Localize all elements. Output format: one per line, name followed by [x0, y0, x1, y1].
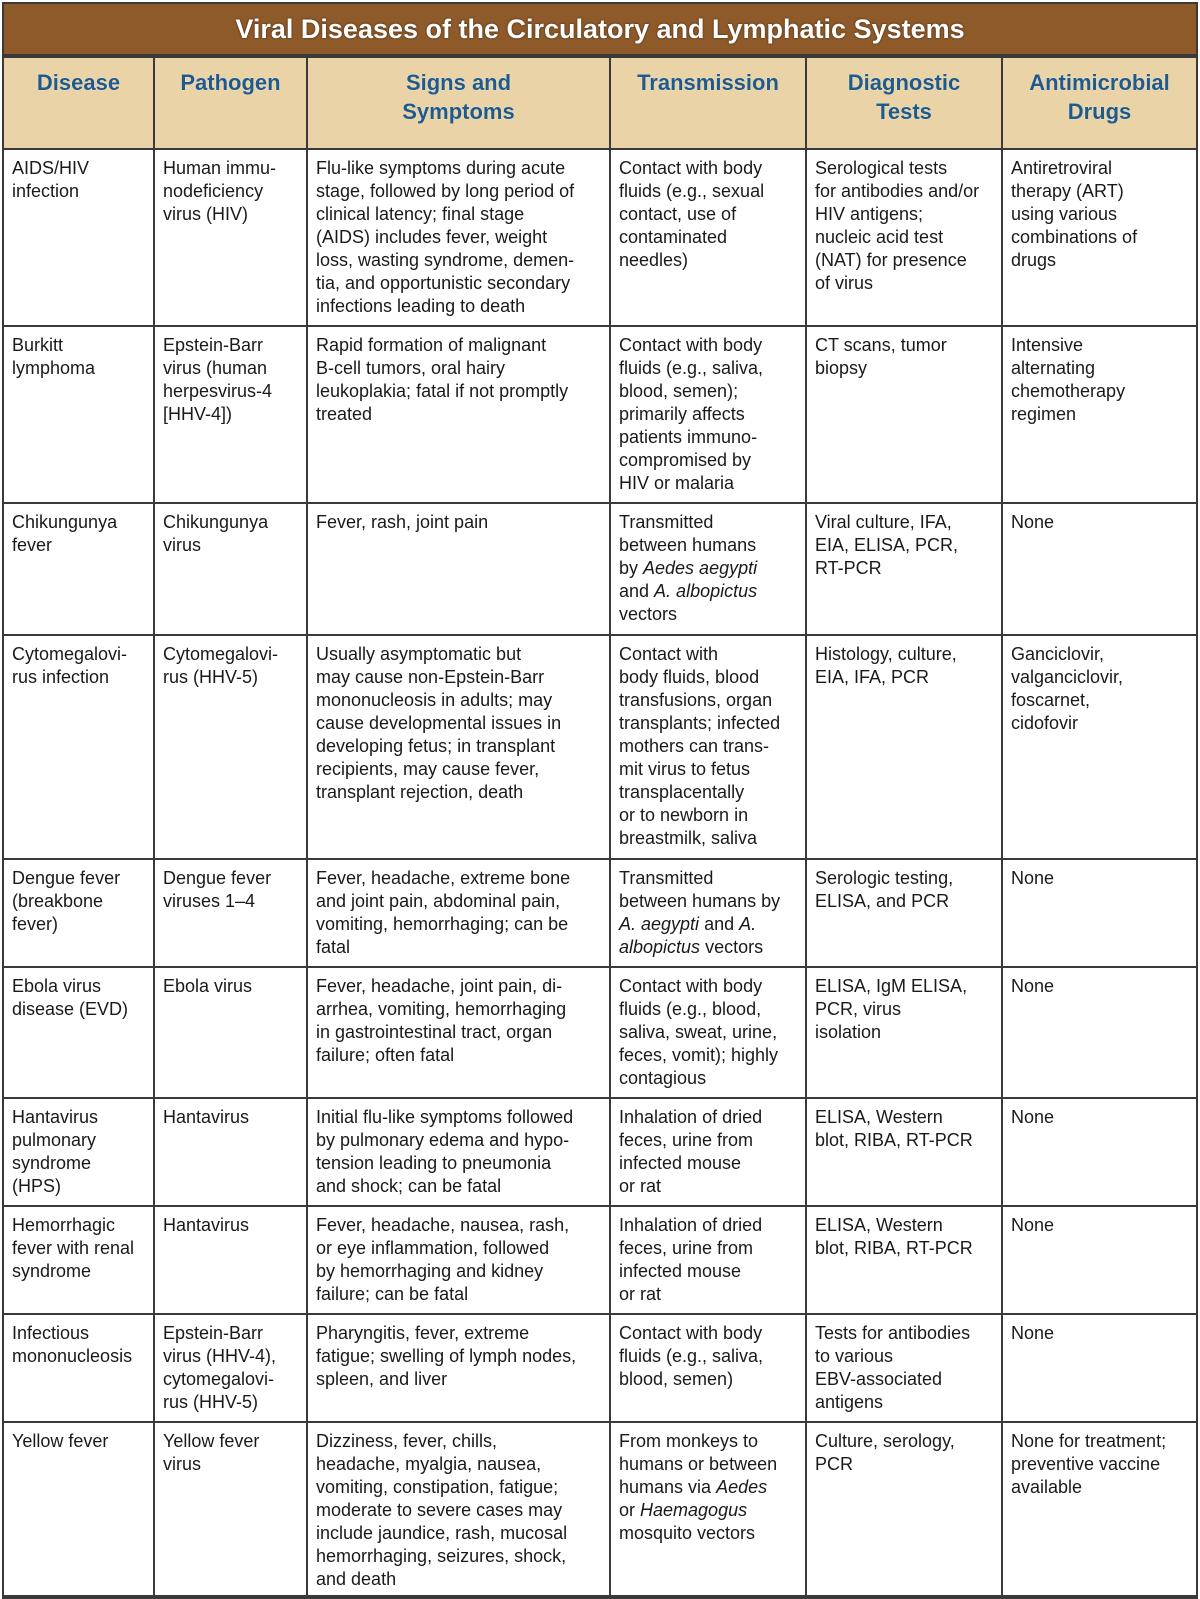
transmission-text: Contact with body fluids, blood transfusions, organ transplants; infected mothers can trans- mit virus to fetus transplacentally or to newborn in breastmilk, saliva — [619, 644, 781, 848]
table-row — [4, 326, 1196, 503]
species-name: Aedes — [716, 1477, 768, 1497]
table-title: Viral Diseases of the Circulatory and Lymphatic Systems — [4, 4, 1196, 56]
signs-symptoms-cell: Fever, headache, joint pain, di- arrhea, vomiting, hemorrhaging in gastrointestinal tract, organ failure; often fatal — [307, 967, 610, 1098]
header-pathogen: Pathogen — [154, 57, 307, 149]
transmission-cell — [610, 967, 806, 1098]
disease-cell: Hantavirus pulmonary syndrome (HPS) — [4, 1098, 154, 1206]
transmission-text: From monkeys to humans or between humans via — [619, 1431, 778, 1497]
transmission-cell — [610, 149, 806, 326]
transmission-cell — [610, 1098, 806, 1206]
diagnostic-tests-cell: ELISA, IgM ELISA, PCR, virus isolation — [806, 967, 1002, 1098]
transmission-text: or — [619, 1500, 636, 1520]
signs-symptoms-cell: Initial flu-like symptoms followed by pulmonary edema and hypo- tension leading to pneumonia and shock; can be fatal — [307, 1098, 610, 1206]
signs-symptoms-cell: Rapid formation of malignant B-cell tumors, oral hairy leukoplakia; fatal if not promptly treated — [307, 326, 610, 503]
header-disease: Disease — [4, 57, 154, 149]
disease-table — [4, 56, 1196, 1597]
diagnostic-tests-cell: CT scans, tumor biopsy — [806, 326, 1002, 503]
transmission-cell — [610, 326, 806, 503]
transmission-text: vectors — [619, 604, 678, 624]
disease-cell: AIDS/HIV infection — [4, 149, 154, 326]
disease-table-container — [2, 2, 1198, 1599]
antimicrobial-drugs-cell: Ganciclovir, valganciclovir, foscarnet, cidofovir — [1002, 635, 1196, 859]
disease-cell: Chikungunya fever — [4, 503, 154, 635]
transmission-text: Inhalation of dried feces, urine from infected mouse or rat — [619, 1215, 763, 1304]
disease-cell: Infectious mononucleosis — [4, 1314, 154, 1422]
table-row — [4, 149, 1196, 326]
header-transmission: Transmission — [610, 57, 806, 149]
disease-cell: Cytomegalovi- rus infection — [4, 635, 154, 859]
signs-symptoms-cell: Usually asymptomatic but may cause non-Epstein-Barr mononucleosis in adults; may cause developmental issues in developing fetus; in transplant recipients, may cause fever, transplant rejection, death — [307, 635, 610, 859]
antimicrobial-drugs-cell: None — [1002, 503, 1196, 635]
diagnostic-tests-cell: Culture, serology, PCR — [806, 1422, 1002, 1596]
antimicrobial-drugs-cell: None — [1002, 1206, 1196, 1314]
transmission-text: Contact with body fluids (e.g., saliva, blood, semen); primarily affects patients immuno- compromised by HIV or malaria — [619, 335, 764, 493]
antimicrobial-drugs-cell: None for treatment; preventive vaccine available — [1002, 1422, 1196, 1596]
signs-symptoms-cell: Fever, headache, extreme bone and joint pain, abdominal pain, vomiting, hemorrhaging; can be fatal — [307, 859, 610, 967]
signs-symptoms-cell: Fever, headache, nausea, rash, or eye inflammation, followed by hemorrhaging and kidney failure; can be fatal — [307, 1206, 610, 1314]
transmission-text: mosquito vectors — [619, 1523, 756, 1543]
diagnostic-tests-cell: ELISA, Western blot, RIBA, RT-PCR — [806, 1098, 1002, 1206]
table-row — [4, 1098, 1196, 1206]
header-diagnostic-tests: Diagnostic Tests — [806, 57, 1002, 149]
transmission-text: Transmitted between humans by — [619, 868, 781, 911]
transmission-text: and — [699, 914, 740, 934]
signs-symptoms-cell: Fever, rash, joint pain — [307, 503, 610, 635]
transmission-text: Transmitted between humans by — [619, 512, 757, 578]
diagnostic-tests-cell: Histology, culture, EIA, IFA, PCR — [806, 635, 1002, 859]
pathogen-cell: Epstein-Barr virus (HHV-4), cytomegalovi- rus (HHV-5) — [154, 1314, 307, 1422]
transmission-text: and — [619, 581, 650, 601]
disease-cell: Ebola virus disease (EVD) — [4, 967, 154, 1098]
signs-symptoms-cell: Dizziness, fever, chills, headache, myalgia, nausea, vomiting, constipation, fatigue; moderate to severe cases may include jaundice, rash, mucosal hemorrhaging, seizures, shock, and death — [307, 1422, 610, 1596]
pathogen-cell: Chikungunya virus — [154, 503, 307, 635]
diagnostic-tests-cell: Serologic testing, ELISA, and PCR — [806, 859, 1002, 967]
antimicrobial-drugs-cell: None — [1002, 967, 1196, 1098]
antimicrobial-drugs-cell: None — [1002, 1098, 1196, 1206]
pathogen-cell: Ebola virus — [154, 967, 307, 1098]
species-name: Aedes aegypti — [643, 558, 758, 578]
transmission-cell — [610, 859, 806, 967]
pathogen-cell: Yellow fever virus — [154, 1422, 307, 1596]
header-signs-symptoms: Signs and Symptoms — [307, 57, 610, 149]
table-row — [4, 967, 1196, 1098]
disease-cell: Burkitt lymphoma — [4, 326, 154, 503]
transmission-text: Contact with body fluids (e.g., sexual contact, use of contaminated needles) — [619, 158, 765, 270]
diagnostic-tests-cell: Tests for antibodies to various EBV-associated antigens — [806, 1314, 1002, 1422]
table-row — [4, 859, 1196, 967]
diagnostic-tests-cell: Serological tests for antibodies and/or HIV antigens; nucleic acid test (NAT) for presence of virus — [806, 149, 1002, 326]
antimicrobial-drugs-cell: None — [1002, 859, 1196, 967]
pathogen-cell: Dengue fever viruses 1–4 — [154, 859, 307, 967]
transmission-cell — [610, 1206, 806, 1314]
transmission-text: Contact with body fluids (e.g., blood, saliva, sweat, urine, feces, vomit); highly contagious — [619, 976, 779, 1088]
transmission-cell — [610, 1314, 806, 1422]
pathogen-cell: Hantavirus — [154, 1206, 307, 1314]
diagnostic-tests-cell: Viral culture, IFA, EIA, ELISA, PCR, RT-PCR — [806, 503, 1002, 635]
table-row — [4, 1422, 1196, 1596]
species-name: A. albopictus — [654, 581, 758, 601]
pathogen-cell: Cytomegalovi- rus (HHV-5) — [154, 635, 307, 859]
table-row — [4, 1314, 1196, 1422]
header-row — [4, 57, 1196, 149]
disease-cell: Dengue fever (breakbone fever) — [4, 859, 154, 967]
disease-cell: Yellow fever — [4, 1422, 154, 1596]
species-name: A. aegypti — [619, 914, 700, 934]
transmission-cell — [610, 1422, 806, 1596]
species-name: A. albopictus — [619, 914, 757, 957]
antimicrobial-drugs-cell: Intensive alternating chemotherapy regimen — [1002, 326, 1196, 503]
transmission-cell — [610, 503, 806, 635]
table-row — [4, 635, 1196, 859]
pathogen-cell: Epstein-Barr virus (human herpesvirus-4 [HHV-4]) — [154, 326, 307, 503]
signs-symptoms-cell: Pharyngitis, fever, extreme fatigue; swelling of lymph nodes, spleen, and liver — [307, 1314, 610, 1422]
species-name: Haemagogus — [640, 1500, 748, 1520]
transmission-text: Inhalation of dried feces, urine from infected mouse or rat — [619, 1107, 763, 1196]
table-row — [4, 503, 1196, 635]
antimicrobial-drugs-cell: None — [1002, 1314, 1196, 1422]
header-antimicrobial-drugs: Antimicrobial Drugs — [1002, 57, 1196, 149]
table-row — [4, 1206, 1196, 1314]
transmission-text: Contact with body fluids (e.g., saliva, blood, semen) — [619, 1323, 764, 1389]
signs-symptoms-cell: Flu-like symptoms during acute stage, followed by long period of clinical latency; final stage (AIDS) includes fever, weight loss, wasting syndrome, demen- tia, and opportunistic secondary infections leading to death — [307, 149, 610, 326]
antimicrobial-drugs-cell: Antiretroviral therapy (ART) using various combinations of drugs — [1002, 149, 1196, 326]
pathogen-cell: Hantavirus — [154, 1098, 307, 1206]
diagnostic-tests-cell: ELISA, Western blot, RIBA, RT-PCR — [806, 1206, 1002, 1314]
pathogen-cell: Human immu- nodeficiency virus (HIV) — [154, 149, 307, 326]
transmission-text: vectors — [700, 937, 764, 957]
disease-cell: Hemorrhagic fever with renal syndrome — [4, 1206, 154, 1314]
transmission-cell — [610, 635, 806, 859]
